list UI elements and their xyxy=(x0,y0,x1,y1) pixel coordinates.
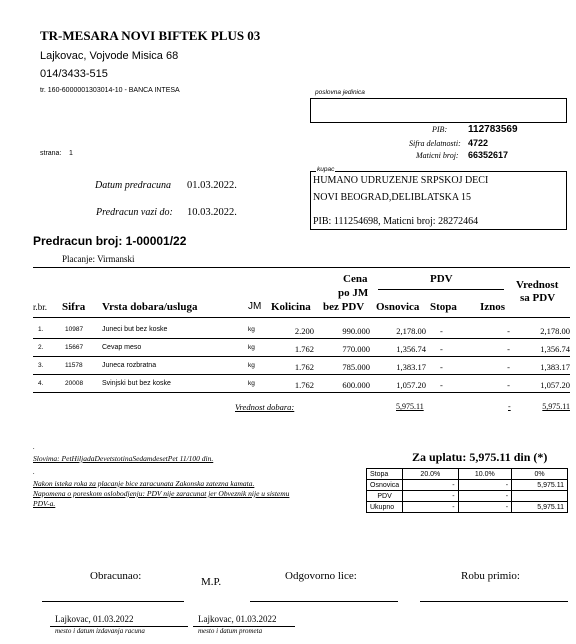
amount-to-pay: Za uplatu: 5,975.11 din (*) xyxy=(412,450,548,464)
summary-rate-20: 20.0% xyxy=(403,469,458,480)
summary-cell: - xyxy=(403,480,458,491)
cell-sifra: 20008 xyxy=(65,380,84,387)
header-bottom-rule xyxy=(33,317,570,318)
activity-label: Sifra delatnosti: xyxy=(409,139,461,148)
pib-label: PIB: xyxy=(432,125,448,134)
activity-value: 4722 xyxy=(468,138,489,148)
summary-row-stopa xyxy=(367,469,568,480)
cell-price: 785.000 xyxy=(342,362,370,372)
summary-cell: 5,975.11 xyxy=(512,480,568,491)
col-vrednost-bot: sa PDV xyxy=(520,292,556,304)
summary-row-osnovica xyxy=(367,480,568,491)
cell-jm: kg xyxy=(248,326,255,333)
summary-rate-10: 10.0% xyxy=(458,469,512,480)
summary-row-pdv xyxy=(367,491,568,502)
reg-label: Maticni broj: xyxy=(416,151,459,160)
cell-base: 1,356.74 xyxy=(396,344,426,354)
cell-total: 1,383.17 xyxy=(540,362,570,372)
seller-phone: 014/3433-515 xyxy=(40,68,108,80)
summary-cell: - xyxy=(403,491,458,502)
page-number: 1 xyxy=(69,150,73,157)
cell-rate: - xyxy=(440,380,443,390)
stamp-label: M.P. xyxy=(201,576,222,588)
summary-label: Ukupno xyxy=(367,502,403,513)
valid-label: Predracun vazi do: xyxy=(96,207,173,218)
cell-rbr: 2. xyxy=(38,344,44,351)
cell-sifra: 11578 xyxy=(65,362,83,369)
col-pdv: PDV xyxy=(430,273,453,285)
buyer-address: NOVI BEOGRAD,DELIBLATSKA 15 xyxy=(313,192,472,203)
summary-label: PDV xyxy=(367,491,403,502)
amount-in-words: Slovima: PetHiljadaDevetstotinaSedamdesetPet 11/100 din. xyxy=(33,454,214,463)
cell-rbr: 1. xyxy=(38,326,44,333)
cell-name: Juneca rozbratna xyxy=(102,362,157,369)
cell-name: Svinjski but bez koske xyxy=(102,380,171,387)
summary-cell: - xyxy=(403,502,458,513)
buyer-ids: PIB: 111254698, Maticni broj: 28272464 xyxy=(313,216,479,227)
summary-rate-0: 0% xyxy=(512,469,568,480)
cell-jm: kg xyxy=(248,344,255,351)
cell-name: Cevap meso xyxy=(102,344,142,351)
buyer-name: HUMANO UDRUZENJE SRPSKOJ DECI xyxy=(313,175,489,186)
cell-sifra: 10987 xyxy=(65,326,84,333)
note-tax-exemption-cont: PDV-a. xyxy=(33,499,56,508)
date-label: Datum predracuna xyxy=(95,180,172,191)
col-stopa: Stopa xyxy=(430,301,457,313)
traffic-caption: mesto i datum prometa xyxy=(198,627,263,635)
seller-account: tr. 160-6000001303014-10 - BANCA INTESA xyxy=(40,87,180,94)
cell-price: 990.000 xyxy=(342,326,370,336)
cell-total: 1,356.74 xyxy=(540,344,570,354)
col-sifra: Sifra xyxy=(62,301,86,313)
cell-base: 1,383.17 xyxy=(396,362,426,372)
col-iznos: Iznos xyxy=(480,301,506,313)
page-label: strana: xyxy=(40,150,62,157)
col-cena-mid: po JM xyxy=(338,287,369,299)
cell-rate: - xyxy=(440,344,443,354)
vat-summary-table xyxy=(366,468,568,513)
col-jm: JM xyxy=(248,301,262,312)
table-top-rule xyxy=(33,267,570,268)
responsible-signature-line xyxy=(250,601,398,602)
seller-name: TR-MESARA NOVI BIFTEK PLUS 03 xyxy=(40,28,261,43)
received-signature-line xyxy=(420,601,568,602)
cell-jm: kg xyxy=(248,362,255,369)
summary-cell: 5,975.11 xyxy=(512,502,568,513)
issue-place-date: Lajkovac, 01.03.2022 xyxy=(55,614,134,624)
cell-base: 2,178.00 xyxy=(396,326,426,336)
responsible-person-label: Odgovorno lice: xyxy=(285,570,357,582)
goods-total: 5,975.11 xyxy=(542,402,570,411)
cell-tax: - xyxy=(507,380,510,390)
business-unit-box xyxy=(310,98,567,123)
col-kolicina: Kolicina xyxy=(271,301,311,313)
pib-value: 112783569 xyxy=(468,124,518,135)
cell-price: 600.000 xyxy=(342,380,370,390)
buyer-label: kupac xyxy=(317,166,335,173)
business-unit-label: poslovna jedinica xyxy=(315,89,365,96)
cell-rbr: 4. xyxy=(38,380,44,387)
pdv-rule xyxy=(378,289,504,290)
cell-qty: 1.762 xyxy=(294,380,314,390)
prepared-signature-line xyxy=(42,601,184,602)
cell-qty: 2.200 xyxy=(294,326,314,336)
summary-label: Stopa xyxy=(367,469,403,480)
seller-address: Lajkovac, Vojvode Misica 68 xyxy=(40,50,179,62)
cell-tax: - xyxy=(507,344,510,354)
goods-value-label: Vrednost dobara: xyxy=(235,402,295,412)
col-cena-bot: bez PDV xyxy=(323,301,365,313)
row-rule xyxy=(33,356,570,357)
summary-row-ukupno xyxy=(367,502,568,513)
issue-caption: mesto i datum izdavanja racuna xyxy=(55,627,145,635)
notes-dot: . xyxy=(33,468,35,476)
invoice-title: Predracun broj: 1-00001/22 xyxy=(33,234,187,248)
summary-label: Osnovica xyxy=(367,480,403,491)
payment-method: Placanje: Virmanski xyxy=(62,254,135,264)
valid-value: 10.03.2022. xyxy=(187,207,237,218)
col-osnovica: Osnovica xyxy=(376,301,420,313)
cell-base: 1,057.20 xyxy=(396,380,426,390)
cell-name: Juneci but bez koske xyxy=(102,326,168,333)
col-vrednost-top: Vrednost xyxy=(516,279,559,291)
note-interest: Nakon isteka roka za placanje bice zaracunata Zakonska zatezna kamata. xyxy=(33,479,255,488)
cell-tax: - xyxy=(507,362,510,372)
summary-cell xyxy=(512,491,568,502)
summary-cell: - xyxy=(458,491,512,502)
cell-total: 2,178.00 xyxy=(540,326,570,336)
received-by-label: Robu primio: xyxy=(461,570,520,582)
words-dot: . xyxy=(33,443,35,451)
row-rule xyxy=(33,392,570,393)
row-rule xyxy=(33,374,570,375)
cell-qty: 1.762 xyxy=(294,362,314,372)
prepared-by-label: Obracunao: xyxy=(90,570,142,582)
goods-base: 5,975.11 xyxy=(396,402,424,411)
cell-rate: - xyxy=(440,362,443,372)
summary-cell: - xyxy=(458,502,512,513)
reg-value: 66352617 xyxy=(468,150,509,160)
cell-rate: - xyxy=(440,326,443,336)
col-vrsta: Vrsta dobara/usluga xyxy=(102,301,198,313)
cell-jm: kg xyxy=(248,380,255,387)
cell-qty: 1.762 xyxy=(294,344,314,354)
summary-cell: - xyxy=(458,480,512,491)
cell-price: 770.000 xyxy=(342,344,370,354)
col-cena-top: Cena xyxy=(343,273,368,285)
cell-rbr: 3. xyxy=(38,362,44,369)
cell-tax: - xyxy=(507,326,510,336)
col-rbr: r.br. xyxy=(33,302,48,312)
cell-total: 1,057.20 xyxy=(540,380,570,390)
date-value: 01.03.2022. xyxy=(187,180,237,191)
note-tax-exemption: Napomena o poreskom oslobodjenju: PDV nije zaracunat jer Obveznik nije u sistemu xyxy=(33,489,290,498)
row-rule xyxy=(33,338,570,339)
traffic-place-date: Lajkovac, 01.03.2022 xyxy=(198,614,277,624)
cell-sifra: 15667 xyxy=(65,344,84,351)
goods-tax: - xyxy=(508,402,511,411)
